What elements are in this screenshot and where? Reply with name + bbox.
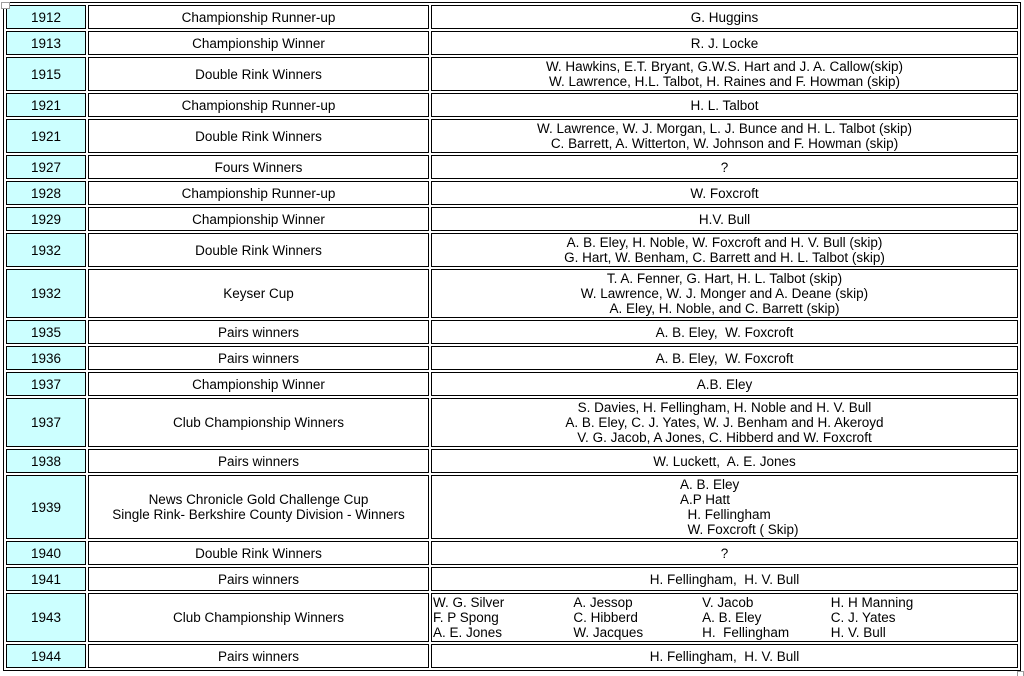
table-row xyxy=(6,475,1018,539)
names-cell xyxy=(431,269,1018,318)
names-line: A. B. Eley xyxy=(680,477,740,492)
names-line: A. B. Eley, W. Foxcroft xyxy=(655,324,794,340)
event-line: Double Rink Winners xyxy=(195,66,322,82)
table-row xyxy=(6,269,1018,318)
names-column xyxy=(698,595,827,640)
table-row xyxy=(6,5,1018,29)
table-row xyxy=(6,398,1018,447)
names-cell xyxy=(431,567,1018,591)
names-column xyxy=(431,595,569,640)
table-row xyxy=(6,541,1018,565)
year-cell: 1943 xyxy=(6,593,86,642)
year-cell: 1938 xyxy=(6,449,86,473)
names-line: W. G. Silver xyxy=(433,595,505,610)
table-row xyxy=(6,155,1018,179)
event-cell xyxy=(88,346,429,370)
event-line: Pairs winners xyxy=(217,648,300,664)
names-line: A.B. Eley xyxy=(696,376,753,392)
event-line: Pairs winners xyxy=(217,324,300,340)
event-line: Championship Winner xyxy=(192,376,325,392)
table-row xyxy=(6,233,1018,267)
event-line: News Chronicle Gold Challenge Cup xyxy=(148,492,369,507)
names-line: A. Eley, H. Noble, and C. Barrett (skip) xyxy=(609,301,840,316)
names-line: T. A. Fenner, G. Hart, H. L. Talbot (skip) xyxy=(606,271,843,286)
names-line: S. Davies, H. Fellingham, H. Noble and H. V. Bull xyxy=(577,400,872,415)
names-line: ? xyxy=(720,545,729,561)
honours-table-body xyxy=(6,5,1018,668)
names-line: V. G. Jacob, A Jones, C. Hibberd and W. Foxcroft xyxy=(577,430,872,445)
event-line: Championship Winner xyxy=(192,35,325,51)
event-line: Pairs winners xyxy=(217,571,300,587)
event-cell xyxy=(88,233,429,267)
event-line: Club Championship Winners xyxy=(172,415,345,430)
table-row xyxy=(6,119,1018,153)
event-cell xyxy=(88,449,429,473)
names-line: H. H Manning xyxy=(830,595,914,610)
names-cell xyxy=(431,346,1018,370)
event-line: Championship Runner-up xyxy=(181,9,336,25)
names-cell xyxy=(431,593,1018,642)
event-cell xyxy=(88,93,429,117)
table-row xyxy=(6,567,1018,591)
names-cell xyxy=(431,119,1018,153)
names-line: H. Fellingham xyxy=(680,507,771,522)
names-line: W. Hawkins, E.T. Bryant, G.W.S. Hart and J. A. Callow(skip) xyxy=(545,59,904,74)
names-line: H. L. Talbot xyxy=(690,97,759,113)
names-cell xyxy=(431,644,1018,668)
names-line: A. Jessop xyxy=(573,595,633,610)
names-cell xyxy=(431,93,1018,117)
names-line: W. Foxcroft xyxy=(690,185,759,201)
names-line: W. Jacques xyxy=(573,625,644,640)
table-select-handle[interactable] xyxy=(1,2,10,9)
event-cell xyxy=(88,644,429,668)
names-cell xyxy=(431,320,1018,344)
names-cell xyxy=(431,372,1018,396)
names-line: ? xyxy=(720,159,729,175)
names-line: A. B. Eley, H. Noble, W. Foxcroft and H. V. Bull (skip) xyxy=(566,235,883,250)
names-column xyxy=(569,595,698,640)
names-line: W. Lawrence, W. J. Morgan, L. J. Bunce and H. L. Talbot (skip) xyxy=(537,121,912,136)
event-cell xyxy=(88,475,429,539)
event-cell xyxy=(88,181,429,205)
names-line: A.P Hatt xyxy=(680,492,731,507)
names-column xyxy=(827,595,1014,640)
table-resize-handle[interactable] xyxy=(1017,671,1024,676)
event-cell xyxy=(88,372,429,396)
event-line: Championship Winner xyxy=(192,211,325,227)
names-cell xyxy=(431,541,1018,565)
table-row xyxy=(6,644,1018,668)
event-cell xyxy=(88,119,429,153)
names-line: C. Hibberd xyxy=(573,610,638,625)
names-line: H. Fellingham, H. V. Bull xyxy=(649,648,800,664)
event-cell xyxy=(88,31,429,55)
year-cell: 1941 xyxy=(6,567,86,591)
names-line: W. Luckett, A. E. Jones xyxy=(653,453,796,469)
names-line: H.V. Bull xyxy=(698,211,751,227)
names-line: W. Lawrence, W. J. Monger and A. Deane (skip) xyxy=(580,286,869,301)
names-line: F. P Spong xyxy=(433,610,499,625)
event-cell xyxy=(88,207,429,231)
event-line: Pairs winners xyxy=(217,453,300,469)
names-line: A. B. Eley, W. Foxcroft xyxy=(655,350,794,366)
event-line: Double Rink Winners xyxy=(195,128,322,144)
table-row xyxy=(6,372,1018,396)
event-cell xyxy=(88,57,429,91)
event-line: Championship Runner-up xyxy=(181,97,336,113)
honours-table xyxy=(3,2,1021,671)
table-row xyxy=(6,320,1018,344)
table-row xyxy=(6,346,1018,370)
year-cell: 1944 xyxy=(6,644,86,668)
names-block xyxy=(435,477,1014,537)
year-cell: 1940 xyxy=(6,541,86,565)
year-cell: 1935 xyxy=(6,320,86,344)
year-cell: 1929 xyxy=(6,207,86,231)
names-cell xyxy=(431,398,1018,447)
table-row xyxy=(6,93,1018,117)
year-cell: 1928 xyxy=(6,181,86,205)
year-cell: 1921 xyxy=(6,93,86,117)
names-line: W. Lawrence, H.L. Talbot, H. Raines and F. Howman (skip) xyxy=(549,74,900,89)
table-row xyxy=(6,57,1018,91)
event-line: Fours Winners xyxy=(214,159,303,175)
table-row xyxy=(6,181,1018,205)
names-cell xyxy=(431,233,1018,267)
names-cell xyxy=(431,155,1018,179)
event-line: Double Rink Winners xyxy=(195,545,322,561)
names-line: C. Barrett, A. Witterton, W. Johnson and F. Howman (skip) xyxy=(550,136,899,151)
names-cell xyxy=(431,181,1018,205)
event-line: Keyser Cup xyxy=(223,286,294,301)
event-line: Double Rink Winners xyxy=(195,242,322,258)
event-line: Championship Runner-up xyxy=(181,185,336,201)
names-cell xyxy=(431,207,1018,231)
names-line: A. B. Eley xyxy=(702,610,762,625)
year-cell: 1936 xyxy=(6,346,86,370)
year-cell: 1912 xyxy=(6,5,86,29)
names-cell xyxy=(431,475,1018,539)
table-row xyxy=(6,449,1018,473)
year-cell: 1932 xyxy=(6,233,86,267)
event-cell xyxy=(88,567,429,591)
year-cell: 1937 xyxy=(6,372,86,396)
names-cell xyxy=(431,5,1018,29)
names-line: C. J. Yates xyxy=(830,610,896,625)
event-cell xyxy=(88,320,429,344)
names-line: G. Huggins xyxy=(690,9,759,25)
names-line: V. Jacob xyxy=(702,595,754,610)
event-cell xyxy=(88,269,429,318)
event-cell xyxy=(88,593,429,642)
table-row xyxy=(6,207,1018,231)
names-line: H. Fellingham, H. V. Bull xyxy=(649,571,800,587)
table-row xyxy=(6,31,1018,55)
event-cell xyxy=(88,398,429,447)
year-cell: 1927 xyxy=(6,155,86,179)
event-cell xyxy=(88,155,429,179)
names-line: G. Hart, W. Benham, C. Barrett and H. L. Talbot (skip) xyxy=(564,250,885,265)
year-cell: 1915 xyxy=(6,57,86,91)
year-cell: 1913 xyxy=(6,31,86,55)
names-line: A. E. Jones xyxy=(433,625,503,640)
table-row xyxy=(6,593,1018,642)
year-cell: 1937 xyxy=(6,398,86,447)
event-line: Club Championship Winners xyxy=(172,610,345,625)
event-cell xyxy=(88,5,429,29)
names-cell xyxy=(431,57,1018,91)
names-cell xyxy=(431,31,1018,55)
names-line: R. J. Locke xyxy=(690,35,759,51)
names-cell xyxy=(431,449,1018,473)
year-cell: 1939 xyxy=(6,475,86,539)
event-cell xyxy=(88,541,429,565)
names-line: H. V. Bull xyxy=(830,625,886,640)
names-line: W. Foxcroft ( Skip) xyxy=(680,522,799,537)
event-line: Single Rink- Berkshire County Division - Winners xyxy=(112,507,405,522)
names-line: H. Fellingham xyxy=(702,625,790,640)
names-line: A. B. Eley, C. J. Yates, W. J. Benham and H. Akeroyd xyxy=(565,415,884,430)
names-columns xyxy=(431,595,1014,640)
year-cell: 1932 xyxy=(6,269,86,318)
year-cell: 1921 xyxy=(6,119,86,153)
event-line: Pairs winners xyxy=(217,350,300,366)
